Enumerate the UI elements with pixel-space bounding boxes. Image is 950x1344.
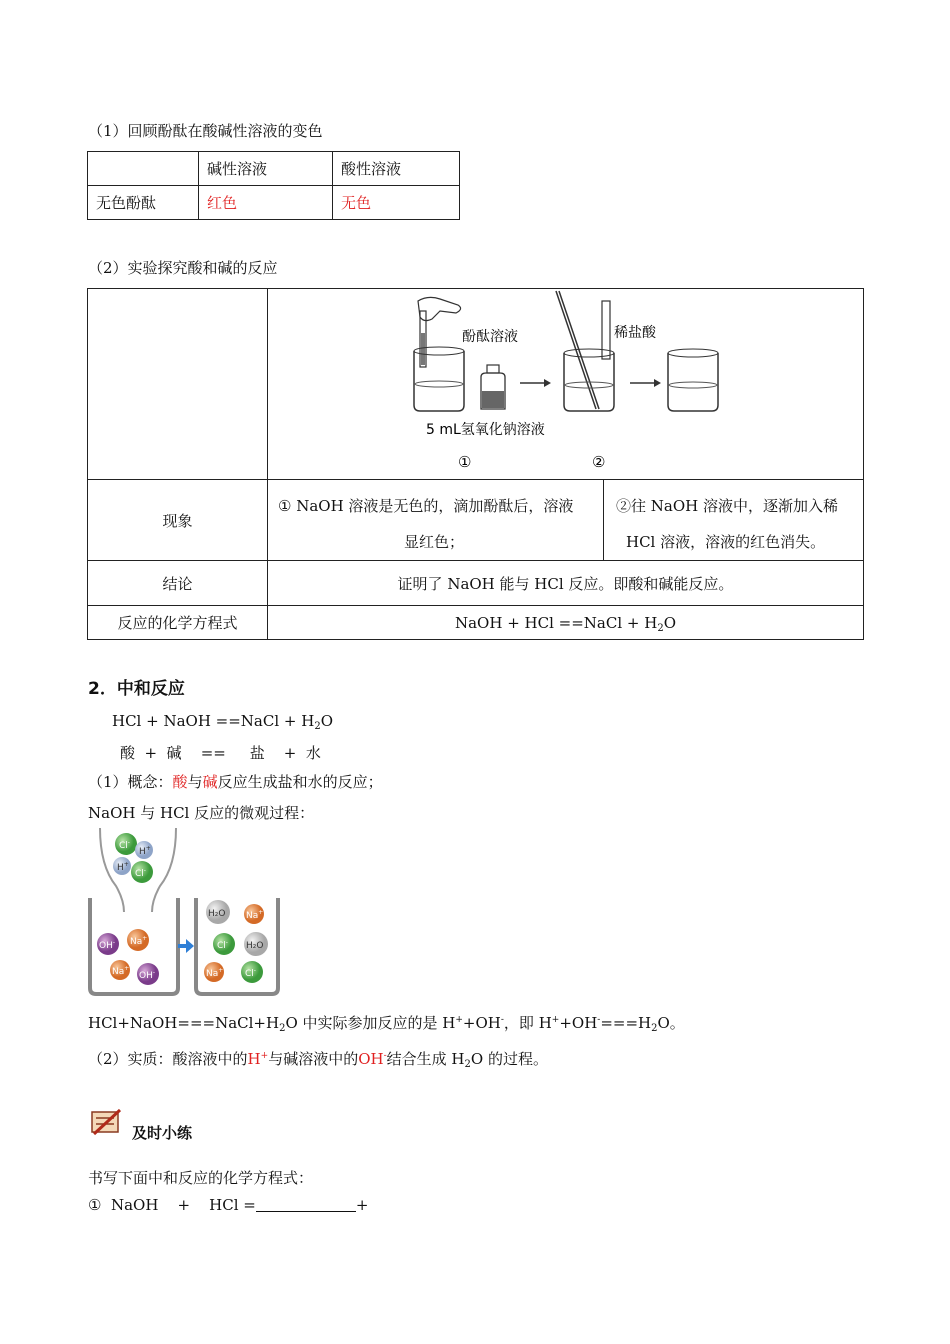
label-naoh-solution: 5 mL氢氧化钠溶液 (426, 422, 545, 438)
phenomenon-2-line2: HCl 溶液，溶液的红色消失。 (626, 533, 826, 551)
hand-icon (418, 297, 461, 320)
svg-text:Cl-: Cl- (217, 939, 228, 951)
neutralization-equation (112, 712, 333, 730)
col-acidic: 酸性溶液 (333, 152, 460, 186)
phenomenon-1-line1: ① NaOH 溶液是无色的，滴加酚酞后，溶液 (278, 497, 574, 515)
arrow-icon (654, 379, 661, 387)
pencil-notebook-icon (90, 1108, 124, 1136)
arrow-icon (544, 379, 551, 387)
alkaline-color: 红色 (199, 186, 333, 220)
phenomenon-1-line2: 显红色； (404, 533, 465, 551)
word-equation: 酸 + 碱 == 盐 + 水 (120, 744, 321, 762)
equation-cell (268, 606, 864, 640)
svg-text:Na+: Na+ (206, 967, 224, 979)
actual-reaction-line: $HCl+NaOH===NaCl+H_2O$ 中实际参加反应的是 H++OH-，即 $H^++OH^-===H_2O$。 (88, 1014, 685, 1034)
concept-post: 反应生成盐和水的反应； (217, 773, 383, 791)
step-2-label: ② (592, 453, 606, 471)
neutralization-heading: 2．中和反应 (88, 679, 185, 699)
actual-part6: ===H (600, 1014, 652, 1032)
equation-main: NaOH + HCl ==NaCl + H (454, 613, 658, 632)
practice-heading: 及时小练 (132, 1124, 193, 1142)
phenomenon-label: 现象 (88, 480, 268, 561)
practice-instruction: 书写下面中和反应的化学方程式： (88, 1169, 314, 1187)
phenomenon-2-cell (604, 480, 864, 561)
conclusion-label: 结论 (88, 561, 268, 606)
acidic-color: 无色 (333, 186, 460, 220)
section1-heading: （1）回顾酚酞在酸碱性溶液的变色 (88, 122, 323, 140)
experiment-figure (268, 289, 864, 479)
micro-title: NaOH 与 HCl 反应的微观过程： (88, 804, 315, 822)
experiment-table (87, 288, 864, 640)
svg-text:Cl-: Cl- (119, 839, 130, 851)
concept-line (88, 771, 383, 792)
phenomenon-2-line1: ②往 NaOH 溶液中，逐渐加入稀 (616, 497, 838, 515)
actual-part3: +OH (462, 1014, 501, 1032)
table-corner (88, 152, 199, 186)
svg-text:H₂O: H₂O (246, 941, 264, 951)
q1-prefix: ① NaOH + HCl = (88, 1196, 256, 1214)
figure-cell (268, 289, 864, 480)
equation-label: 反应的化学方程式 (88, 606, 268, 640)
essence-post: 结合生成 H (386, 1050, 465, 1068)
svg-text:H₂O: H₂O (208, 909, 226, 919)
actual-part7: O。 (657, 1014, 685, 1032)
figure-label-cell (88, 289, 268, 480)
essence-h-ion: H+ (247, 1050, 269, 1068)
row-label: 无色酚酞 (88, 186, 199, 220)
essence-end: O 的过程。 (470, 1050, 548, 1068)
q1-suffix: + (355, 1196, 369, 1214)
eq-end: O (320, 712, 334, 730)
actual-part4: ，即 H (503, 1014, 552, 1032)
conclusion-text: 证明了 NaOH 能与 HCl 反应。即酸和碱能反应。 (268, 561, 864, 606)
svg-text:Cl-: Cl- (245, 967, 256, 979)
concept-acid: 酸 (172, 773, 188, 791)
concept-prefix: （1）概念： (88, 773, 173, 791)
essence-line: （2）实质：酸溶液中的H+与碱溶液中的OH-结合生成 $H_2O$ 的过程。 (88, 1050, 548, 1070)
micro-process-figure (86, 826, 282, 998)
actual-part1: HCl+NaOH===NaCl+H (88, 1014, 280, 1032)
svg-text:Cl-: Cl- (135, 867, 146, 879)
svg-text:OH-: OH- (99, 939, 116, 951)
svg-text:Na+: Na+ (246, 909, 264, 921)
q1-blank[interactable] (256, 1197, 356, 1212)
col-alkaline: 碱性溶液 (199, 152, 333, 186)
essence-mid: 与碱溶液中的 (268, 1050, 359, 1068)
svg-text:H+: H+ (117, 861, 129, 873)
indicator-table (87, 151, 460, 220)
actual-part5: +OH (559, 1014, 598, 1032)
actual-part2: O 中实际参加反应的是 H (285, 1014, 456, 1032)
phenomenon-1-cell (268, 480, 604, 561)
svg-text:H+: H+ (139, 845, 151, 857)
eq-sub: 2 (314, 721, 321, 732)
equation-sub: 2 (657, 622, 664, 634)
practice-question-1 (88, 1196, 368, 1214)
label-dilute-hcl: 稀盐酸 (614, 325, 656, 341)
svg-text:Na+: Na+ (112, 965, 130, 977)
svg-text:Na+: Na+ (130, 935, 148, 947)
essence-prefix: （2）实质：酸溶液中的 (88, 1050, 248, 1068)
essence-oh-ion: OH- (358, 1050, 387, 1068)
label-phenolphthalein: 酚酞溶液 (462, 329, 518, 345)
concept-mid: 与 (187, 773, 203, 791)
equation-end: O (663, 613, 677, 632)
concept-base: 碱 (202, 773, 218, 791)
section2-heading: （2）实验探究酸和碱的反应 (88, 259, 278, 277)
svg-text:OH-: OH- (139, 969, 156, 981)
reaction-arrow-icon (178, 939, 194, 953)
eq-main: HCl + NaOH ==NaCl + H (112, 712, 315, 730)
step-1-label: ① (458, 453, 472, 471)
